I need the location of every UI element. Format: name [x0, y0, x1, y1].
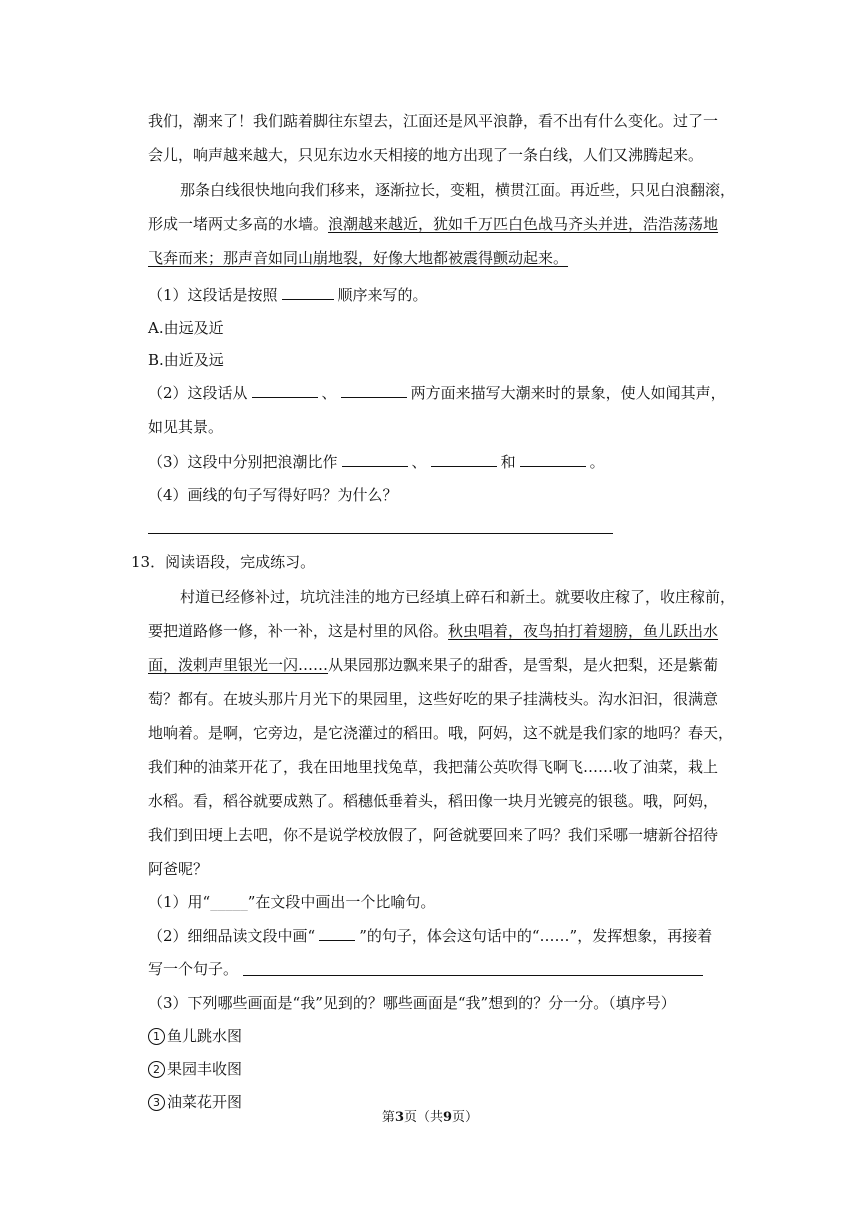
answer-blank[interactable]	[252, 383, 318, 398]
passage-line: 村道已经修补过，坑坑洼洼的地方已经填上碎石和新土。就要收庄稼了，收庄稼前，	[180, 588, 736, 606]
option-b: B.由近及远	[148, 351, 224, 369]
passage-line: 我们到田埂上去吧，你不是说学校放假了，阿爸就要回来了吗？我们采哪一塘新谷招待	[148, 826, 719, 844]
passage-line	[148, 248, 728, 268]
question-title: 13．阅读语段，完成练习。	[131, 553, 316, 571]
question-2: （2）这段话从 、 两方面来描写大潮来时的景象，使人如闻其声，	[148, 384, 726, 402]
question-3: （3）下列哪些画面是“我”见到的？哪些画面是“我”想到的？分一分。（填序号）	[148, 994, 676, 1012]
answer-line[interactable]	[148, 533, 613, 534]
passage-line: 面，泼剌声里银光一闪……从果园那边飘来果子的甜香，是雪梨，是火把梨，还是紫葡	[148, 656, 719, 674]
question-2: （2）细细品读文段中画“ ”的句子，体会这句话中的“……”，发挥想象，再接着	[148, 927, 713, 945]
answer-blank[interactable]	[342, 452, 408, 467]
circled-number: 1	[148, 1028, 165, 1045]
question-2-cont: 写一个句子。	[148, 960, 239, 978]
passage-line: 我们种的油菜开花了，我在田地里找兔草，我把蒲公英吹得飞啊飞……收了油菜，栽上	[148, 758, 719, 776]
circled-number: 3	[148, 1094, 165, 1111]
answer-line[interactable]	[243, 975, 703, 976]
list-item: 2 果园丰收图	[148, 1059, 728, 1079]
question-1: （1）用“_____”在文段中画出一个比喻句。	[148, 893, 436, 911]
question-1: （1）这段话是按照 顺序来写的。	[148, 286, 428, 304]
list-item: 3 油菜花开图	[148, 1092, 728, 1112]
passage-line: 萄？都有。在坡头那片月光下的果园里，这些好吃的果子挂满枝头。沟水汩汩，很满意	[148, 690, 719, 708]
question-4: （4）画线的句子写得好吗？为什么？	[148, 486, 398, 504]
passage-line: 会儿，响声越来越大，只见东边水天相接的地方出现了一条白线，人们又沸腾起来。	[148, 146, 704, 164]
underlined-sentence: 浪潮越来越近，犹如千万匹白色战马齐头并进，浩浩荡荡地	[328, 215, 719, 233]
passage-line: 水稻。看，稻谷就要成熟了。稻穗低垂着头，稻田像一块月光镀亮的银毯。哦，阿妈，	[148, 792, 719, 810]
list-item: 1 鱼儿跳水图	[148, 1026, 728, 1046]
answer-blank[interactable]	[282, 285, 334, 300]
passage-line: 我们，潮来了！我们踮着脚往东望去，江面还是风平浪静，看不出有什么变化。过了一	[148, 112, 719, 130]
answer-blank[interactable]	[520, 452, 586, 467]
underlined-sentence: 秋虫唱着，夜鸟拍打着翅膀，鱼儿跃出水	[448, 622, 719, 640]
answer-blank[interactable]	[431, 452, 497, 467]
passage-line: 阿爸呢？	[148, 860, 209, 878]
underline-sample	[319, 926, 355, 941]
passage-line: 那条白线很快地向我们移来，逐渐拉长，变粗，横贯江面。再近些，只见白浪翻滚，	[180, 181, 736, 199]
underlined-sentence: 面，泼剌声里银光一闪……	[148, 656, 329, 674]
passage-line: 形成一堵两丈多高的水墙。浪潮越来越近，犹如千万匹白色战马齐头并进，浩浩荡荡地	[148, 215, 719, 233]
circled-number: 2	[148, 1061, 165, 1078]
passage-line: 要把道路修一修，补一补，这是村里的风俗。秋虫唱着，夜鸟拍打着翅膀，鱼儿跃出水	[148, 622, 719, 640]
option-a: A.由远及近	[148, 319, 224, 337]
passage-line: 地响着。是啊，它旁边，是它浇灌过的稻田。哦，阿妈，这不就是我们家的地吗？春天，	[148, 724, 734, 742]
answer-blank[interactable]	[341, 383, 407, 398]
page-footer: 第3页（共9页）	[381, 1110, 479, 1125]
question-2-cont: 如见其景。	[148, 418, 224, 436]
underlined-sentence: 飞奔而来；那声音如同山崩地裂，好像大地都被震得颤动起来。	[148, 249, 569, 267]
question-3: （3）这段中分别把浪潮比作 、 和 。	[148, 453, 605, 471]
underline-sample: _____	[210, 893, 248, 911]
